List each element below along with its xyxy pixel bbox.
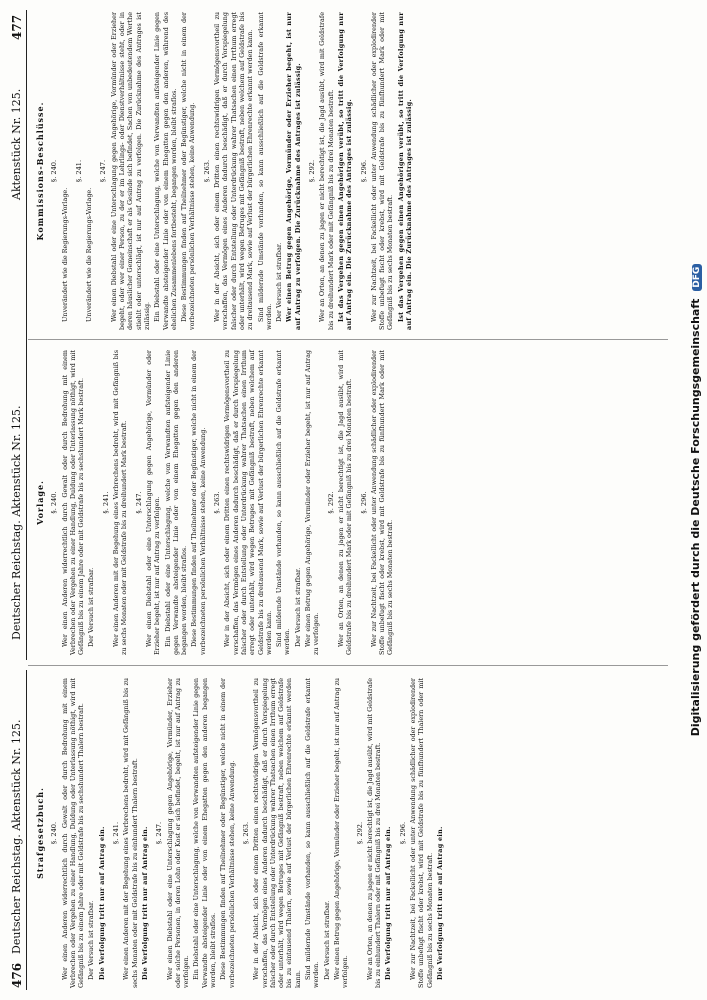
paragraph: Wer einen Diebstahl oder eine Unterschlagung gegen Angehörige, Vormünder oder Erzieher begeht, oder wer einer Person, zu der er im Lehrlings- oder Dienstverhältnisse steht, oder in deren häuslicher Gemeinschaft er als Gesinde sich befindet, Sachen von unbedeutendem Werthe stiehlt oder unterschlägt, ist nur auf Antrag zu verfolgen. Die Zurücknahme des Antrages ist zulässig. <box>109 12 151 330</box>
paragraph-bold: Wer einen Betrug gegen Angehörige, Vormünder oder Erzieher begeht, ist nur auf Antrag zu verfolgen. Die Zurücknahme des Antrages ist zulässig. <box>285 12 302 330</box>
paragraph: Ein Diebstahl oder eine Unterschlagung, welche von Verwandten aufsteigender Linie gegen Verwandte absteigender Linie oder von einem Ehegatten gegen den anderen begangen worden, bleibt straflos. <box>163 350 189 655</box>
paragraph: Sind mildernde Umstände vorhanden, so kann ausschließlich auf die Geldstrafe erkannt werden. <box>275 350 292 655</box>
paragraph: Wer einen Anderen widerrechtlich durch Gewalt oder durch Bedrohung mit einem Verbrechen oder Vergehen zu einer Handlung, Duldung oder Unterlassung nöthigt, wird mit Gefängniß bis zu einem Jahre oder mit Geldstrafe bis zu sechshundert Mark bestraft. <box>60 350 86 655</box>
paragraph: Wer einen Anderen mit der Begehung eines Verbrechens bedroht, wird mit Gefängniß bis zu sechs Monaten oder mit Geldstrafe bis zu dreihundert Mark bestraft. <box>112 350 129 655</box>
paragraph: Wer zur Nachtzeit, bei Fackellicht oder unter Anwendung schädlicher oder explodirender Stoffe unbefugt fischt oder krebst, wird mit Geldstrafe bis zu fünfhundert Mark oder mit Gefängniß bis zu sechs Monaten bestraft. <box>369 12 395 330</box>
paragraph: Sind mildernde Umstände vorhanden, so kann ausschließlich auf die Geldstrafe erkannt werden. <box>256 12 273 330</box>
header-rule-left <box>26 670 27 990</box>
paragraph-spaced: Die Verfolgung tritt nur auf Antrag ein. <box>140 826 149 980</box>
section-number: §. 292. <box>326 491 335 514</box>
column-vorlage <box>36 350 397 655</box>
right-page-number: 477 <box>10 14 24 40</box>
paragraph: Wer an Orten, an denen zu jagen er nicht berechtigt ist, die Jagd ausübt, wird mit Geldstrafe bis zu dreihundert Mark oder mit Gefängniß bis zu drei Monaten bestraft. <box>336 350 354 655</box>
paragraph: Wer in der Absicht, sich oder einem Dritten einen rechtswidrigen Vermögensvortheil zu verschaffen, das Vermögen eines Anderen dadurch beschädigt, daß er durch Vorspiegelung falscher oder durch Entstellung oder Unterdrückung wahrer Thatsachen einen Irrthum erregt oder unterhält, wird wegen Betruges mit Gefängniß bestraft, neben welchem auf Geldstrafe bis zu dreitausend Mark, sowie auf Verlust der bürgerlichen Ehrenrechte erkannt werden kann. <box>223 350 273 655</box>
paragraph: Wer an Orten, an denen zu jagen er nicht berechtigt ist, die Jagd ausübt, wird mit Geldstrafe bis zu einhundert Thalern oder mit Gefängniß bis zu drei Monaten bestraft. <box>365 678 383 988</box>
paragraph: Wer zur Nachtzeit, bei Fackellicht oder unter Anwendung schädlicher oder explodirender Stoffe unbefugt fischt oder krebst, wird mit Geldstrafe bis zu fünfhundert Mark oder mit Gefängniß bis zu sechs Monaten bestraft. <box>369 350 395 655</box>
dfg-logo-icon: DFG <box>692 264 702 291</box>
paragraph: Der Versuch ist strafbar. <box>322 900 331 980</box>
paragraph: Diese Bestimmungen finden auf Theilnehmer oder Begünstiger, welche nicht in einem der vorbezeichneten persönlichen Verhältnisse stehen, keine Anwendung. <box>180 12 197 330</box>
section-number: §. 296. <box>359 159 368 183</box>
paragraph-spaced: Die Verfolgung tritt nur auf Antrag ein. <box>384 826 393 980</box>
paragraph: Wer einen Betrug gegen Angehörige, Vormünder oder Erzieher begeht, ist nur auf Antrag zu verfolgen. <box>332 678 350 988</box>
section-number: §. 296. <box>359 491 368 514</box>
paragraph: Wer einen Betrug gegen Angehörige, Vormünder oder Erzieher begeht, ist nur auf Antrag zu verfolgen. <box>304 350 321 655</box>
paragraph: Diese Bestimmungen finden auf Theilnehmer oder Begünstiger, welche nicht in einem der vorbezeichneten persönlichen Verhältnisse stehen, keine Anwendung. <box>190 350 207 655</box>
page-gutter <box>28 665 668 666</box>
column-kommissions-beschluesse <box>36 12 415 330</box>
paragraph: Wer an Orten, an denen zu jagen er nicht berechtigt ist, die Jagd ausübt, wird mit Geldstrafe bis zu dreihundert Mark oder mit Gefängniß bis zu drei Monaten bestraft. <box>318 12 335 330</box>
section-number: §. 247. <box>155 821 164 845</box>
section-number: §. 263. <box>202 159 211 183</box>
paragraph: Der Versuch ist strafbar. <box>87 900 96 980</box>
paragraph: Sind mildernde Umstände vorhanden, so kann ausschließlich auf die Geldstrafe erkannt werden. <box>304 678 321 988</box>
column-heading: Strafgesetzbuch. <box>35 787 45 879</box>
left-page-number: 476 <box>10 962 24 988</box>
section-number: §. 240. <box>50 159 59 183</box>
paragraph: Wer in der Absicht, sich oder einem Dritten einen rechtswidrigen Vermögensvortheil zu verschaffen, das Vermögen eines Anderen dadurch beschädigt, daß er durch Vorspiegelung falscher oder durch Entstellung oder Unterdrückung wahrer Thatsachen einen Irrthum erregt oder unterhält, wird wegen Betruges mit Gefängniß bestraft, neben welchem auf Geldstrafe bis zu eintausend Thalern, sowie auf Verlust der bürgerlichen Ehrenrechte erkannt werden kann. <box>252 678 302 988</box>
section-number: §. 292. <box>355 821 364 845</box>
paragraph: Wer zur Nachtzeit, bei Fackellicht oder unter Anwendung schädlicher oder explodirender Stoffe unbefugt fischt oder krebst, wird mit Geldstrafe bis zu fünfhundert Thalern oder mit Gefängniß bis zu sechs Monaten bestraft. <box>408 678 434 988</box>
section-number: §. 247. <box>134 491 143 514</box>
section-number: §. 241. <box>112 821 121 845</box>
paragraph: Wer einen Diebstahl oder eine Unterschlagung gegen Angehörige, Vormünder oder Erzieher begeht, ist nur auf Antrag zu verfolgen. <box>144 350 162 655</box>
paragraph: Der Versuch ist strafbar. <box>293 567 302 647</box>
paragraph: Ein Diebstahl oder eine Unterschlagung, welche von Verwandten aufsteigender Linie gegen Verwandte absteigender Linie oder von einem Ehegatten gegen den anderen, während des ehelichen Zusammenlebens fortbesteht, begangen worden, bleibt straflos. <box>153 12 178 330</box>
paragraph-spaced: Die Verfolgung tritt nur auf Antrag ein. <box>97 826 106 980</box>
paragraph: Wer einen Anderen widerrechtlich durch Gewalt oder durch Bedrohung mit einem Verbrechen oder Vergehen zu einer Handlung, Duldung oder Unterlassung nöthigt, wird mit Gefängniß bis zu einem Jahre oder mit Geldstrafe bis zu sechshundert Thalern bestraft. <box>60 678 86 988</box>
column-strafgesetzbuch <box>36 678 446 988</box>
section-number: §. 240. <box>50 821 59 845</box>
right-running-title: Aktenstück Nr. 125. <box>10 88 23 200</box>
paragraph-spaced: Die Verfolgung tritt nur auf Antrag ein. <box>435 826 444 980</box>
middle-running-title: Deutscher Reichstag. Aktenstück Nr. 125. <box>10 405 23 640</box>
section-number: §. 263. <box>213 491 222 514</box>
section-number: §. 263. <box>241 821 250 845</box>
section-number: §. 240. <box>50 491 59 514</box>
section-number: §. 296. <box>398 821 407 845</box>
paragraph-bold: Ist das Vergehen gegen einen Angehörigen verübt, so tritt die Verfolgung nur auf Antrag ein. Die Zurücknahme des Antrages ist zulässig. <box>336 12 354 330</box>
paragraph: Wer einen Anderen mit der Begehung eines Verbrechens bedroht, wird mit Gefängniß bis zu sechs Monaten oder mit Geldstrafe bis zu einhundert Thalern bestraft. <box>122 678 139 988</box>
paragraph: Der Versuch ist strafbar. <box>275 242 284 322</box>
paragraph: Unverändert wie die Regierungs-Vorlage. <box>60 187 69 322</box>
paragraph: Unverändert wie die Regierungs-Vorlage. <box>85 187 94 322</box>
dfg-footer <box>689 0 705 1000</box>
footer-text: Digitalisierung gefördert durch die Deutsche Forschungsgemeinschaft <box>689 298 702 737</box>
column-heading: Vorlage. <box>35 480 45 525</box>
section-number: §. 292. <box>308 159 317 183</box>
paragraph: Ein Diebstahl oder eine Unterschlagung, welche von Verwandten aufsteigender Linie gegen Verwandte absteigender Linie oder von einem Ehegatten gegen den anderen begangen worden, bleibt straflos. <box>192 678 218 988</box>
paragraph-bold: Ist das Vergehen gegen einen Angehörigen verübt, so tritt die Verfolgung nur auf Antrag ein. Die Zurücknahme des Antrages ist zulässig. <box>396 12 413 330</box>
section-number: §. 241. <box>101 491 110 514</box>
header-rule-right <box>26 10 27 660</box>
paragraph: Der Versuch ist strafbar. <box>87 567 96 647</box>
section-number: §. 241. <box>74 159 83 183</box>
column-divider <box>28 339 668 340</box>
left-running-title: Deutscher Reichstag. Aktenstück Nr. 125. <box>10 719 23 954</box>
paragraph: Diese Bestimmungen finden auf Theilnehmer oder Begünstiger, welche nicht in einem der vorbezeichneten persönlichen Verhältnisse stehen, keine Anwendung. <box>219 678 236 988</box>
column-heading: Kommissions-Beschlüsse. <box>35 101 45 241</box>
paragraph: Wer einen Diebstahl oder eine Unterschlagung gegen Angehörige, Vormünder, Erzieher oder solche Personen, in deren Lohn oder Kost er sich befindet, begeht, ist nur auf Antrag zu verfolgen. <box>165 678 191 988</box>
section-number: §. 247. <box>99 159 108 183</box>
paragraph: Wer in der Absicht, sich oder einem Dritten einen rechtswidrigen Vermögensvortheil zu verschaffen, das Vermögen eines Anderen dadurch beschädigt, daß er durch Vorspiegelung falscher oder durch Entstellung oder Unterdrückung wahrer Thatsachen einen Irrthum erregt oder unterhält, wird wegen Betruges mit Gefängniß bestraft, neben welchem auf Geldstrafe bis zu dreitausend Mark, sowie auf Verlust der bürgerlichen Ehrenrechte erkannt werden kann. <box>213 12 255 330</box>
